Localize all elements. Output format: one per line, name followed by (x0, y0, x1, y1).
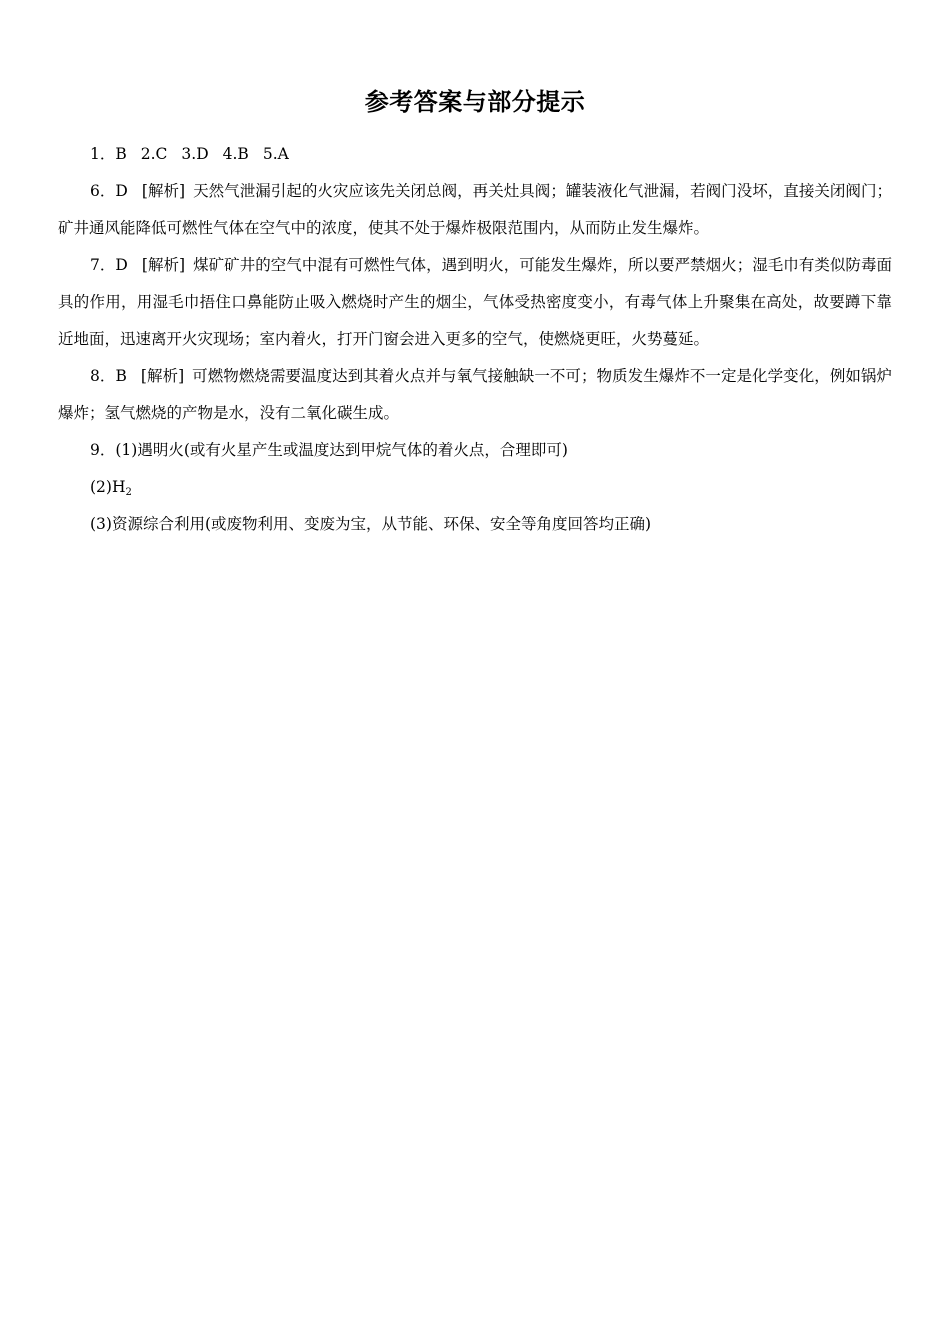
answer-6-tag: [解析] (141, 182, 186, 200)
answers-1-to-5 (58, 136, 892, 173)
answer-6-number: 6．D (90, 182, 128, 200)
answer-8-number: 8．B (90, 367, 127, 385)
answer-6 (58, 173, 892, 247)
answer-7-text: 煤矿矿井的空气中混有可燃性气体，遇到明火，可能发生爆炸，所以要严禁烟火；湿毛巾有类似防毒面具的作用，用湿毛巾捂住口鼻能防止吸入燃烧时产生的烟尘，气体受热密度变小，有毒气体上升聚集在高处，故要蹲下靠近地面，迅速离开火灾现场；室内着火，打开门窗会进入更多的空气，使燃烧更旺，火势蔓延。 (58, 256, 892, 348)
answer-9-part-2-text: (2)H (90, 478, 126, 496)
page-title: 参考答案与部分提示 (364, 88, 586, 116)
answer-8-text: 可燃物燃烧需要温度达到其着火点并与氧气接触缺一不可；物质发生爆炸不一定是化学变化，例如锅炉爆炸；氢气燃烧的产物是水，没有二氧化碳生成。 (58, 367, 892, 422)
answer-1: 1．B (90, 145, 127, 163)
answer-7-tag: [解析] (141, 256, 186, 274)
answer-4: 4.B (222, 145, 249, 163)
answer-2: 2.C (140, 145, 168, 163)
answer-8-tag: [解析] (140, 367, 185, 385)
answer-5: 5.A (262, 145, 289, 163)
answer-9-part-2-subscript: 2 (125, 487, 132, 498)
answer-9-part-3: (3)资源综合利用(或废物利用、变废为宝，从节能、环保、安全等角度回答均正确) (90, 515, 652, 533)
answer-9-part-2 (58, 469, 892, 506)
answer-8 (58, 358, 892, 432)
answer-6-text: 天然气泄漏引起的火灾应该先关闭总阀，再关灶具阀；罐装液化气泄漏，若阀门没坏，直接关闭阀门；矿井通风能降低可燃性气体在空气中的浓度，使其不处于爆炸极限范围内，从而防止发生爆炸。 (58, 182, 892, 237)
answer-9-part-1: 9．(1)遇明火(或有火星产生或温度达到甲烷气体的着火点，合理即可) (90, 441, 568, 459)
answer-3: 3.D (181, 145, 209, 163)
answer-body (58, 136, 892, 543)
answer-7 (58, 247, 892, 358)
answer-7-number: 7．D (90, 256, 128, 274)
